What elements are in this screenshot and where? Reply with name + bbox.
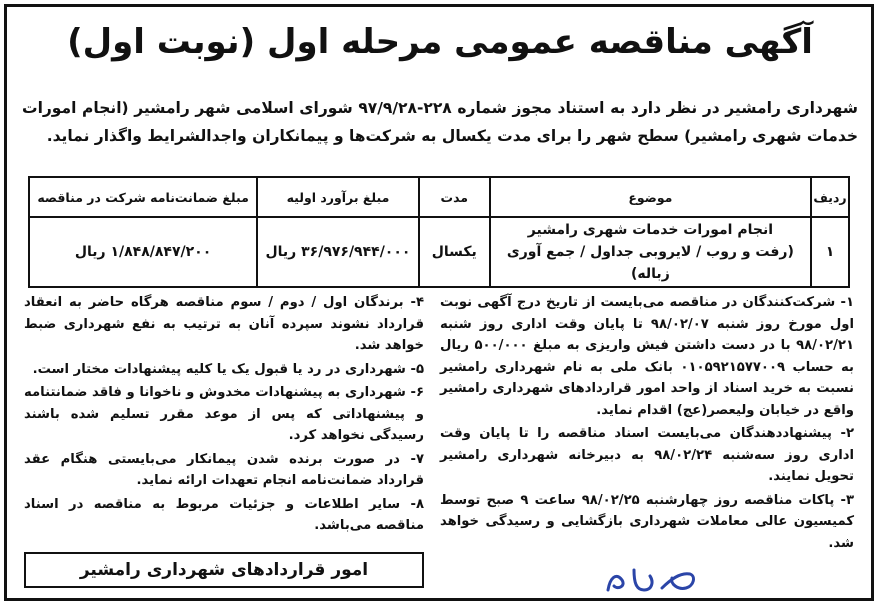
condition-item: ۶- شهرداری به پیشنهادات مخدوش و ناخوانا و فاقد ضمانتنامه و پیشنهاداتی که پس از موعد مقرر تسلیم شده باشند رسیدگی نخواهد کرد. <box>24 385 424 443</box>
notice-title: آگهی مناقصه عمومی مرحله اول (نوبت اول) <box>67 22 813 62</box>
condition-item: ۸- سایر اطلاعات و جزئیات مربوط به مناقصه در اسناد مناقصه می‌باشد. <box>24 496 424 533</box>
condition-item: ۷- در صورت برنده شدن پیمانکار می‌بایستی هنگام عقد قرارداد ضمانت‌نامه انجام تعهدات ارائه نماید. <box>24 451 424 488</box>
intro-paragraph: شهرداری رامشیر در نظر دارد به استناد مجوز شماره ۲۲۸-۹۷/۹/۲۸ شورای اسلامی شهر رامشیر (انجام امورات خدمات شهری رامشیر) سطح شهر را برای مدت یکسال به شرکت‌ها و پیمانکاران واجدالشرایط واگذار نماید. <box>22 99 858 145</box>
condition-item: ۳- پاکات مناقصه روز چهارشنبه ۹۸/۰۲/۲۵ ساعت ۹ صبح توسط کمیسیون عالی معاملات شهرداری بازگشایی و رسیدگی خواهد شد. <box>440 492 855 551</box>
subject-line-1: انجام امورات خدمات شهری رامشیر <box>527 222 774 238</box>
cell-estimate: ۳۶/۹۷۶/۹۴۴/۰۰۰ ریال <box>257 217 419 287</box>
header-estimate: مبلغ برآورد اولیه <box>257 177 419 217</box>
subject-line-2: (رفت و روب / لایروبی جداول / جمع آوری زباله) <box>506 244 794 282</box>
conditions-right-column <box>440 292 854 556</box>
handwritten-stroke <box>608 570 693 590</box>
cell-row-number: ۱ <box>811 217 849 287</box>
condition-item: ۴- برندگان اول / دوم / سوم مناقصه هرگاه حاضر به انعقاد قرارداد نشوند سپرده آنان به ترتیب به نفع شهرداری ضبط خواهد شد. <box>24 295 424 353</box>
header-subject: موضوع <box>490 177 811 217</box>
handwritten-number-mark <box>600 560 710 600</box>
condition-item: ۲- پیشنهاددهندگان می‌بایست اسناد مناقصه را تا پایان وقت اداری روز سه‌شنبه ۹۸/۰۲/۲۴ به دبیرخانه شهرداری رامشیر تحویل نمایند. <box>440 426 855 484</box>
cell-subject <box>490 217 811 287</box>
cell-guarantee: ۱/۸۴۸/۸۴۷/۲۰۰ ریال <box>29 217 257 287</box>
header-duration: مدت <box>419 177 490 217</box>
header-row-number: ردیف <box>811 177 849 217</box>
condition-item: ۵- شهرداری در رد یا قبول یک یا کلیه پیشنهادات مختار است. <box>32 361 424 377</box>
header-guarantee: مبلغ ضمانت‌نامه شرکت در مناقصه <box>29 177 257 217</box>
conditions-left-column <box>24 292 424 539</box>
tender-table <box>28 176 850 288</box>
table-header-row <box>29 177 849 217</box>
table-row <box>29 217 849 287</box>
cell-duration: یکسال <box>419 217 490 287</box>
footer-signature-box: امور قراردادهای شهرداری رامشیر <box>24 552 424 588</box>
condition-item: ۱- شرکت‌کنندگان در مناقصه می‌بایست از تاریخ درج آگهی نوبت اول مورخ روز شنبه ۹۸/۰۲/۰۷ تا پایان وقت اداری روز شنبه ۹۸/۰۲/۲۱ با در دست داشتن فیش واریزی به مبلغ ۵۰۰/۰۰۰ ریال به حساب ۰۱۰۵۹۲۱۵۷۷۰۰۹ بانک ملی به نام شهرداری رامشیر نسبت به خرید اسناد از واحد امور قراردادهای شهرداری رامشیر واقع در خیابان ولیعصر(عج) اقدام نماید. <box>440 295 855 418</box>
